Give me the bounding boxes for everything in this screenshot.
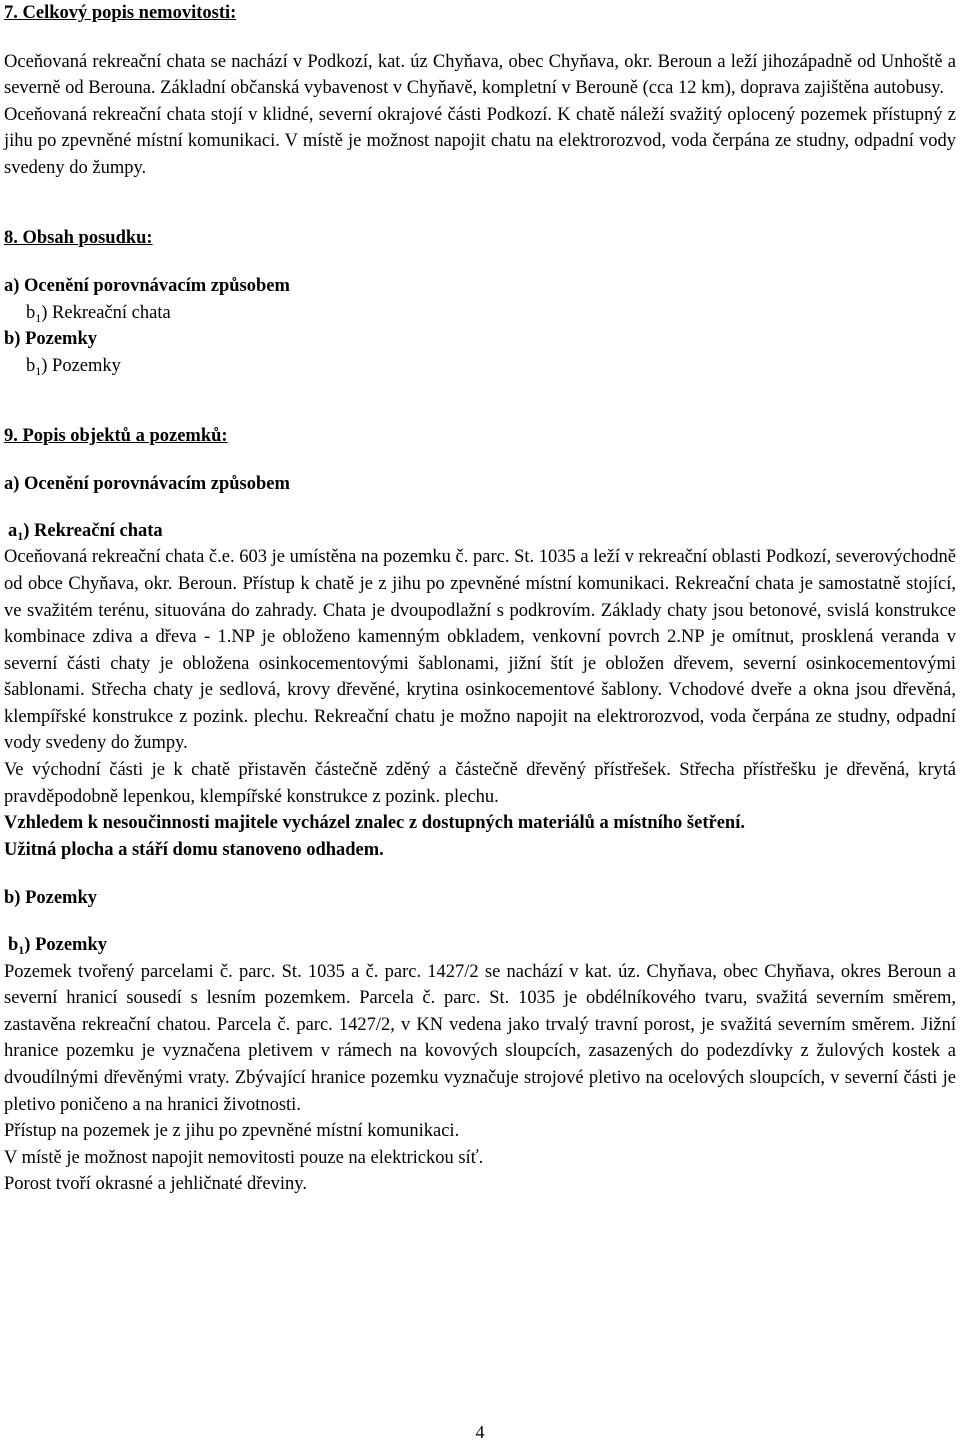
shelter-description: Ve východní části je k chatě přistavěn částečně zděný a částečně dřevěný přístřešek. Střecha přístřešku je dřevěná, krytá pravděpodobně lepenkou, klempířské konstrukce z pozink. plechu. [4,760,956,807]
item-prefix: a [8,520,18,541]
item-text: ) Pozemky [41,355,121,376]
land-description: Pozemek tvořený parcelami č. parc. St. 1035 a č. parc. 1427/2 se nachází v kat. úz. Chyňava, obec Chyňava, okres Beroun a severní hranicí sousedí s lesním pozemkem. Parcela č. parc. St. 1035 je obdélníkového tvaru, svažitá severním směrem, zastavěna rekreační chatou. Parcela č. parc. 1427/2, v KN vedena jako trvalý travní porost, je svažitá severním směrem. Jižní hranice pozemku je vyznačena pletivem v rámech na kovových sloupcích, zasazených do podezdívky z žulových kostek a dvoudílnými dřevěnými vraty. Zbývající hranice pozemku vyznačuje strojové pletivo na ocelových sloupcích, v severní části je pletivo poničeno a na hranici životnosti. [4,961,956,1115]
item-text: ) Rekreační chata [41,302,171,323]
chata-subheading [4,518,956,545]
note-cooperation: Vzhledem k nesoučinnosti majitele vycházel znalec z dostupných materiálů a místního šetření. [4,813,745,834]
section-8-item-a1 [4,300,956,327]
land-access: Přístup na pozemek je z jihu po zpevněné místní komunikaci. [4,1121,460,1142]
note-estimate: Užitná plocha a stáří domu stanoveno odhadem. [4,839,384,860]
chata-description: Oceňovaná rekreační chata č.e. 603 je umístěna na pozemku č. parc. St. 1035 a leží v rekreační oblasti Podkozí, severovýchodně od obce Chyňava, okr. Beroun. Přístup k chatě je z jihu po zpevněné místní komunikaci. Rekreační chata je samostatně stojící, ve svažitém terénu, situována do zahrady. Chata je dvoupodlažní s podkrovím. Základy chaty jsou betonové, svislá konstrukce kombinace zdiva a dřeva - 1.NP je obloženo kamenným obkladem, venkovní povrch 2.NP je omítnut, prosklená veranda v severní části chaty je obložena osinkocementovými šablonami, jižní štít je obložen dřevem, severní osinkocementovými šablonami. Střecha chaty je sedlová, krovy dřevěné, krytina osinkocementové šablony. Vchodové dveře a okna jsou dřevěná, klempířské konstrukce z pozink. plechu. Rekreační chatu je možno napojit na elektrorozvod, voda čerpána ze studny, odpadní vody svedeny do žumpy. [4,547,956,754]
item-text: ) Pozemky [24,935,108,956]
section-8-item-a: a) Ocenění porovnávacím způsobem [4,276,290,297]
section-8-item-b1 [4,353,956,380]
land-utilities: V místě je možnost napojit nemovitosti pouze na elektrickou síť. [4,1147,484,1168]
section-8-heading: 8. Obsah posudku: [4,227,153,248]
item-subscript: 1 [35,310,42,325]
section-7-paragraph-1: Oceňovaná rekreační chata se nachází v Podkozí, kat. úz Chyňava, obec Chyňava, okr. Beroun a leží jihozápadně od Unhoště a severně od Berouna. Základní občanská vybavenost v Chyňavě, kompletní v Berouně (cca 12 km), doprava zajištěna autobusy. [4,51,956,99]
page-number: 4 [475,1422,485,1442]
item-subscript: 1 [17,528,24,543]
section-8-item-b: b) Pozemky [4,329,97,350]
section-9-subheading-b: b) Pozemky [4,888,97,909]
section-9-subheading-a: a) Ocenění porovnávacím způsobem [4,474,290,495]
section-9-heading: 9. Popis objektů a pozemků: [4,425,228,446]
section-7-paragraph-2: Oceňovaná rekreační chata stojí v klidné, severní okrajové části Podkozí. K chatě náleží svažitý oplocený pozemek přístupný z jihu po zpevněné místní komunikaci. V místě je možnost napojit chatu na elektrorozvod, voda čerpána ze studny, odpadní vody svedeny do žumpy. [4,104,956,178]
document-page [4,0,956,1198]
item-subscript: 1 [18,943,25,958]
pozemky-subheading [4,932,956,959]
item-prefix: b [8,935,19,956]
land-vegetation: Porost tvoří okrasné a jehličnaté dřeviny. [4,1174,307,1195]
item-prefix: b [26,302,36,323]
item-prefix: b [26,355,36,376]
section-7-heading: 7. Celkový popis nemovitosti: [4,3,237,23]
item-subscript: 1 [35,363,42,378]
item-text: ) Rekreační chata [23,520,163,541]
